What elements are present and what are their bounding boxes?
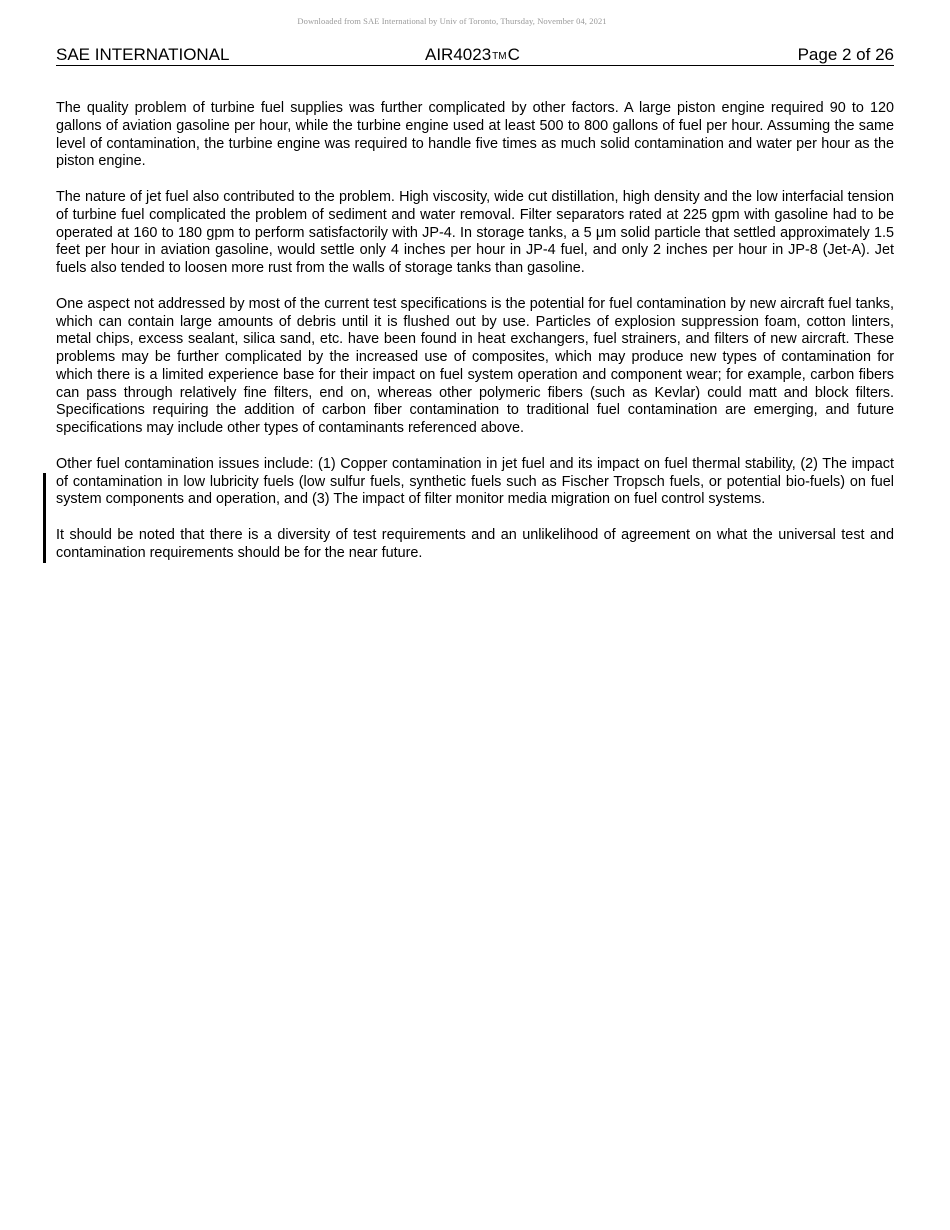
paragraph-jet-fuel-nature: The nature of jet fuel also contributed to the problem. High viscosity, wide cut distillation, high density and the low interfacial tension of turbine fuel complicated the problem of sediment and water removal. Filter separators rated at 225 gpm with gasoline had to be operated at 160 to 180 gpm to perform satisfactorily with JP-4. In storage tanks, a 5 μm solid particle that settled approximately 1.5 feet per hour in aviation gasoline, would settle only 4 inches per hour in JP-4 fuel, and only 2 inches per hour in JP-8 (Jet-A). Jet fuels also tended to loosen more rust from the walls of storage tanks than gasoline. bbox=[56, 189, 894, 276]
trademark-mark: TM bbox=[492, 51, 507, 62]
document-id-prefix: AIR4023 bbox=[425, 45, 492, 64]
download-watermark: Downloaded from SAE International by Univ of Toronto, Thursday, November 04, 2021 bbox=[297, 16, 607, 26]
paragraph-other-contamination-issues: Other fuel contamination issues include: (1) Copper contamination in jet fuel and its impact on fuel thermal stability, (2) The impact of contamination in low lubricity fuels (low sulfur fuels, synthetic fuels such as Fischer Tropsch fuels, or potential bio-fuels) on fuel system components and operation, and (3) The impact of filter monitor media migration on fuel control systems. bbox=[56, 455, 894, 508]
document-id-suffix: C bbox=[507, 45, 520, 64]
paragraph-new-aircraft-contamination: One aspect not addressed by most of the current test specifications is the potential for fuel contamination by new aircraft fuel tanks, which can contain large amounts of debris until it is flushed out by use. Particles of explosion suppression foam, cotton linters, metal chips, excess sealant, silica sand, etc. have been found in heat exchangers, fuel strainers, and filters of new aircraft. These problems may be further complicated by the increased use of composites, which may produce new types of contamination for which there is a limited experience base for their impact on fuel system operation and component wear; for example, carbon fibers can pass through relatively fine filters, end on, whereas other polymeric fibers (such as Kevlar) could matt and block filters. Specifications requiring the addition of carbon fiber contamination to traditional fuel contamination are emerging, and future specifications may include other types of contaminants referenced above. bbox=[56, 295, 894, 436]
page-header bbox=[56, 45, 894, 66]
header-organization: SAE INTERNATIONAL bbox=[56, 45, 230, 64]
header-document-id bbox=[425, 45, 520, 67]
paragraph-test-requirements-diversity: It should be noted that there is a diversity of test requirements and an unlikelihood of agreement on what the universal test and contamination requirements should be for the near future. bbox=[56, 527, 894, 561]
revision-change-bar bbox=[43, 473, 46, 563]
header-page-number: Page 2 of 26 bbox=[797, 45, 894, 64]
document-body bbox=[56, 100, 894, 581]
paragraph-turbine-fuel-quality: The quality problem of turbine fuel supplies was further complicated by other factors. A large piston engine required 90 to 120 gallons of aviation gasoline per hour, while the turbine engine used at least 500 to 800 gallons of fuel per hour. Assuming the same level of contamination, the turbine engine was required to handle five times as much solid contamination and water per hour as the piston engine. bbox=[56, 100, 894, 170]
